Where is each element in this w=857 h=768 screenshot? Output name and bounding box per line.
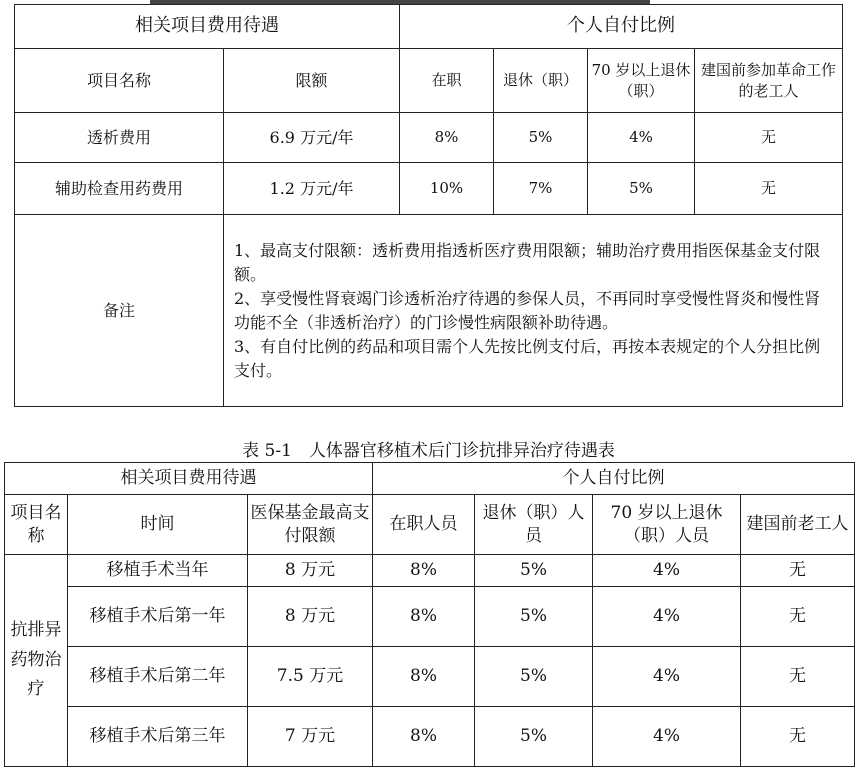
cell-time: 移植手术后第三年 bbox=[68, 707, 248, 767]
cell-employed: 8% bbox=[373, 555, 475, 587]
cell-limit: 7 万元 bbox=[248, 707, 373, 767]
header-retired-70: 70 岁以上退休（职） bbox=[588, 49, 695, 113]
table-row bbox=[5, 555, 855, 587]
cell-name: 辅助检查用药费用 bbox=[15, 163, 224, 215]
header-employed: 在职 bbox=[400, 49, 494, 113]
cell-veteran: 无 bbox=[695, 163, 843, 215]
group-header-ratio: 个人自付比例 bbox=[400, 5, 843, 49]
remark-line: 3、有自付比例的药品和项目需个人先按比例支付后，再按本表规定的个人分担比例支付。 bbox=[234, 336, 821, 380]
cell-retired: 5% bbox=[494, 113, 588, 163]
remark-text bbox=[224, 215, 843, 407]
cell-veteran: 无 bbox=[741, 587, 855, 647]
cell-retired: 5% bbox=[475, 707, 593, 767]
cell-limit: 8 万元 bbox=[248, 555, 373, 587]
transplant-benefits-table bbox=[4, 462, 855, 767]
cell-time: 移植手术后第一年 bbox=[68, 587, 248, 647]
cell-employed: 8% bbox=[373, 587, 475, 647]
cell-employed: 8% bbox=[373, 647, 475, 707]
cell-limit: 7.5 万元 bbox=[248, 647, 373, 707]
header-item-name: 项目名称 bbox=[15, 49, 224, 113]
cell-time: 移植手术后第二年 bbox=[68, 647, 248, 707]
cell-time: 移植手术当年 bbox=[68, 555, 248, 587]
table-row bbox=[5, 587, 855, 647]
table-caption: 表 5-1 人体器官移植术后门诊抗排异治疗待遇表 bbox=[242, 441, 615, 461]
cell-retired: 5% bbox=[475, 555, 593, 587]
cell-retired-70: 4% bbox=[593, 555, 741, 587]
header-time: 时间 bbox=[68, 495, 248, 555]
header-veteran: 建国前参加革命工作的老工人 bbox=[695, 49, 843, 113]
category-cell: 抗排异药物治疗 bbox=[5, 555, 68, 767]
cell-employed: 8% bbox=[373, 707, 475, 767]
header-retired: 退休（职）人员 bbox=[475, 495, 593, 555]
header-retired: 退休（职） bbox=[494, 49, 588, 113]
dialysis-benefits-table bbox=[14, 4, 843, 407]
group-header-items: 相关项目费用待遇 bbox=[5, 463, 373, 495]
table-row bbox=[5, 647, 855, 707]
cell-limit: 6.9 万元/年 bbox=[224, 113, 400, 163]
cell-name: 透析费用 bbox=[15, 113, 224, 163]
header-limit: 限额 bbox=[224, 49, 400, 113]
header-fund-limit: 医保基金最高支付限额 bbox=[248, 495, 373, 555]
cell-retired-70: 4% bbox=[593, 647, 741, 707]
table-row bbox=[5, 707, 855, 767]
cell-retired-70: 4% bbox=[593, 587, 741, 647]
cell-veteran: 无 bbox=[741, 555, 855, 587]
group-header-items: 相关项目费用待遇 bbox=[15, 5, 400, 49]
cell-limit: 1.2 万元/年 bbox=[224, 163, 400, 215]
group-header-ratio: 个人自付比例 bbox=[373, 463, 855, 495]
cell-limit: 8 万元 bbox=[248, 587, 373, 647]
cell-veteran: 无 bbox=[741, 647, 855, 707]
cell-employed: 8% bbox=[400, 113, 494, 163]
header-employed: 在职人员 bbox=[373, 495, 475, 555]
table-row bbox=[15, 113, 843, 163]
table-row bbox=[15, 163, 843, 215]
cell-retired-70: 5% bbox=[588, 163, 695, 215]
header-retired-70: 70 岁以上退休（职）人员 bbox=[593, 495, 741, 555]
cell-employed: 10% bbox=[400, 163, 494, 215]
cell-retired: 7% bbox=[494, 163, 588, 215]
cell-retired-70: 4% bbox=[588, 113, 695, 163]
cell-retired-70: 4% bbox=[593, 707, 741, 767]
header-veteran: 建国前老工人 bbox=[741, 495, 855, 555]
cell-retired: 5% bbox=[475, 587, 593, 647]
cell-veteran: 无 bbox=[695, 113, 843, 163]
remark-line: 1、最高支付限额：透析费用指透析医疗费用限额；辅助治疗费用指医保基金支付限额。 bbox=[234, 240, 821, 284]
remark-label: 备注 bbox=[15, 215, 224, 407]
remark-line: 2、享受慢性肾衰竭门诊透析治疗待遇的参保人员，不再同时享受慢性肾炎和慢性肾功能不全（非透析治疗）的门诊慢性病限额补助待遇。 bbox=[234, 288, 821, 332]
cell-retired: 5% bbox=[475, 647, 593, 707]
cell-veteran: 无 bbox=[741, 707, 855, 767]
header-item-name: 项目名称 bbox=[5, 495, 68, 555]
